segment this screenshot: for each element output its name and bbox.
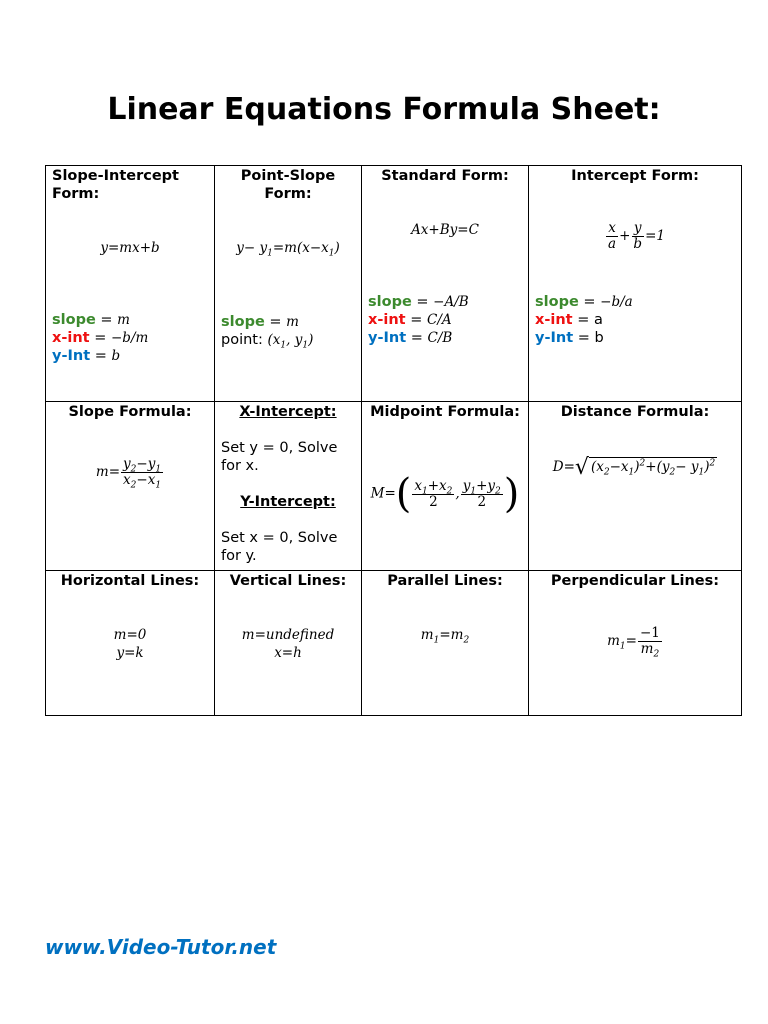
point-slope-props: slope = m point: ($x_1$, $y_1$) — [221, 314, 314, 351]
cell-horizontal — [46, 571, 215, 716]
vertical-eq-slope: m=undefined — [241, 627, 335, 643]
distance-heading: Distance Formula: — [560, 404, 710, 420]
vertical-eq-line: x=h — [274, 645, 302, 661]
standard-form-equation: Ax+By=C — [411, 222, 479, 238]
standard-form-heading: Standard Form: — [381, 168, 509, 184]
cell-parallel — [362, 571, 529, 716]
slope-intercept-equation: y=mx+b — [100, 240, 160, 256]
perpendicular-equation: $m_1=$ $\frac{-1}{m_2}$ — [607, 625, 660, 660]
vertical-heading: Vertical Lines: — [229, 573, 347, 589]
page-title: Linear Equations Formula Sheet: — [107, 92, 661, 127]
parallel-heading: Parallel Lines: — [387, 573, 503, 589]
cell-midpoint — [362, 402, 529, 571]
x-intercept-text: Set y = 0, Solve for x. — [221, 440, 338, 474]
slope-intercept-heading: Slope-Intercept Form: — [52, 168, 179, 202]
horizontal-heading: Horizontal Lines: — [60, 573, 200, 589]
intercept-form-equation: $\frac{x}{a}$ + $\frac{y}{b}$ =1 — [608, 220, 665, 252]
point-slope-heading: Point-Slope Form: — [240, 168, 336, 202]
point-slope-equation: $y- y_1=m(x-x_1)$ — [236, 240, 340, 259]
cell-slope-formula — [46, 402, 215, 571]
cell-slope-intercept — [46, 166, 215, 402]
perpendicular-heading: Perpendicular Lines: — [550, 573, 720, 589]
midpoint-heading: Midpoint Formula: — [370, 404, 520, 420]
x-intercept-heading: X-Intercept: — [239, 404, 337, 420]
formula-table — [45, 165, 742, 716]
y-intercept-text: Set x = 0, Solve for y. — [221, 530, 338, 564]
slope-intercept-props: slope = m x-int = −b/m y-Int = b — [52, 312, 149, 364]
intercept-form-heading: Intercept Form: — [571, 168, 699, 184]
horizontal-equations — [46, 626, 214, 662]
parallel-equation: $m_1=m_2$ — [420, 627, 470, 646]
cell-x-y-intercept — [215, 402, 362, 571]
standard-form-props: slope = −A/B x-int = C/A y-Int = C/B — [368, 294, 469, 346]
distance-equation: D=√ $(x_2-x_1)^2+(y_2- y_1)^2$ — [552, 455, 716, 480]
cell-point-slope — [215, 166, 362, 402]
y-intercept-heading: Y-Intercept: — [240, 494, 336, 510]
footer-link[interactable]: www.Video-Tutor.net — [45, 935, 277, 959]
cell-distance — [529, 402, 742, 571]
horizontal-eq-slope: m=0 — [113, 627, 147, 643]
intercept-form-props: slope = −b/a x-int = a y-Int = b — [535, 294, 633, 346]
midpoint-equation: M=( $\frac{x_1+x_2}{2}$ , $\frac{y_1+y_2}{2}$ ) — [370, 471, 520, 517]
cell-perpendicular — [529, 571, 742, 716]
slope-formula-equation: m= $\frac{y_2-y_1}{x_2-x_1}$ — [95, 456, 162, 491]
vertical-equations — [215, 626, 361, 662]
slope-formula-heading: Slope Formula: — [68, 404, 192, 420]
horizontal-eq-line: y=k — [116, 645, 144, 661]
cell-standard-form — [362, 166, 529, 402]
cell-intercept-form — [529, 166, 742, 402]
cell-vertical — [215, 571, 362, 716]
